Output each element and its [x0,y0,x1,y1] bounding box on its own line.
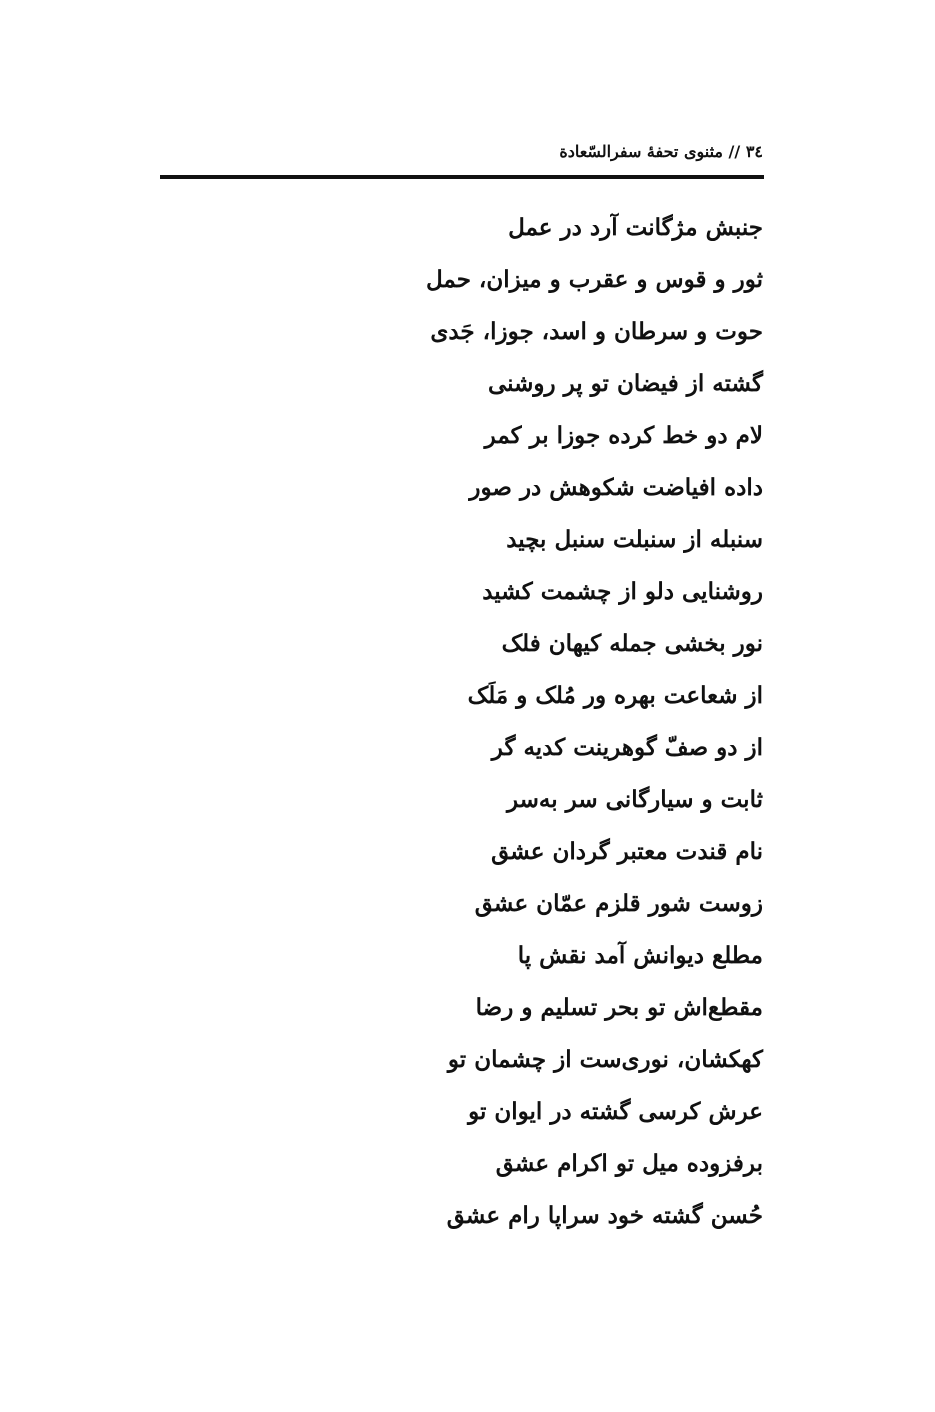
verse-line: نام قندت معتبر گردان عشق [491,838,763,865]
verse-line: داده افیاضت شکوهش در صور [469,474,763,501]
verse-line: گشته از فیضان تو پر روشنی [487,370,763,397]
verse-line: مطلع دیوانش آمد نقش پا [517,942,763,969]
running-header [163,142,763,161]
verse-line: ثور و قوس و عقرب و میزان، حمل [425,266,763,293]
verse-line: حوت و سرطان و اسد، جوزا، جَدی [430,318,763,345]
verse-line: از دو صفّ گوهرینت کدیه گر [491,734,763,761]
page-number: ٣٤ [745,142,763,161]
verse-line: عرش کرسی گشته در ایوان تو [468,1098,763,1125]
verse-line: روشنایی دلو از چشمت کشید [482,578,763,605]
verse-line: کهکشان، نوری‌ست از چشمان تو [447,1046,763,1073]
verse-line: حُسن گشته خود سراپا رام عشق [446,1202,763,1229]
verse-line: لام دو خط کرده جوزا بر کمر [484,422,763,449]
verse-line: جنبش مژگانت آرد در عمل [508,214,763,241]
verse-list [163,202,763,1242]
verse-line: سنبله از سنبلت سنبل بچید [506,526,763,553]
verse-line: از شعاعت بهره ور مُلک و مَلَک [467,682,763,709]
verse-line: زوست شور قلزم عمّان عشق [474,890,763,917]
verse-line: مقطع‌اش تو بحر تسلیم و رضا [475,994,763,1021]
verse-line: نور بخشی جمله کیهان فلک [501,630,763,657]
header-rule [160,175,764,179]
header-separator: // [728,142,741,161]
verse-line: ثابت و سیارگانی سر به‌سر [506,786,763,813]
book-title: مثنوی تحفهٔ سفرالسّعادة [559,142,723,161]
verse-line: برفزوده میل تو اکرام عشق [495,1150,763,1177]
